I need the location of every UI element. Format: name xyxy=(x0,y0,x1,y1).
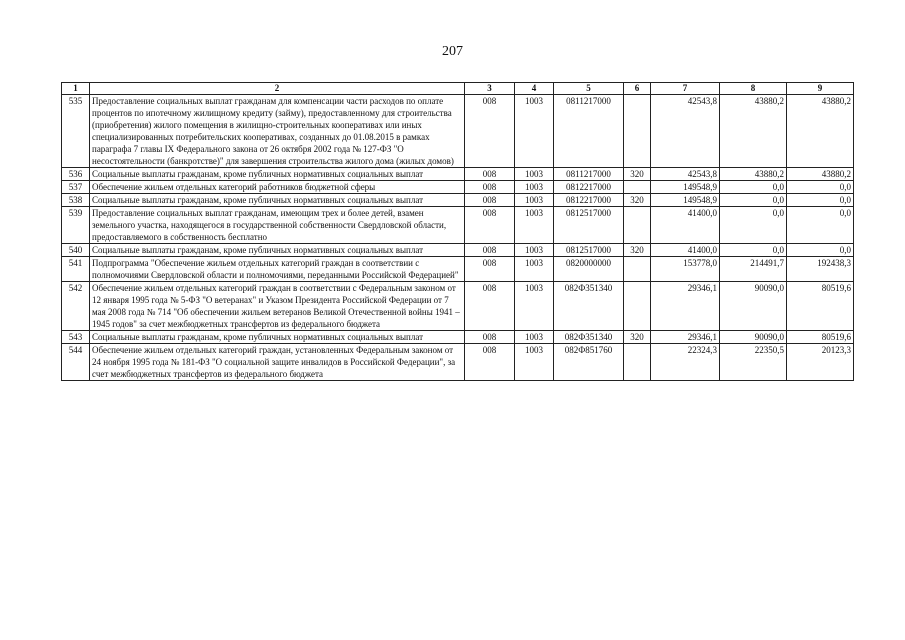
row-name: Обеспечение жильем отдельных категорий работников бюджетной сферы xyxy=(90,181,465,194)
amount-col8: 0,0 xyxy=(720,194,787,207)
expense-type-code xyxy=(624,181,651,194)
amount-col7: 42543,8 xyxy=(651,168,720,181)
target-article-code: 082Ф351340 xyxy=(554,282,624,331)
col-header-1: 1 xyxy=(62,83,90,95)
amount-col8: 0,0 xyxy=(720,207,787,244)
ministry-code: 008 xyxy=(465,282,515,331)
row-name: Социальные выплаты гражданам, кроме публичных нормативных социальных выплат xyxy=(90,331,465,344)
row-name: Предоставление социальных выплат гражданам, имеющим трех и более детей, взамен земельного участка, находящегося в государственной собственности Свердловской области, предоставляемого в собственность бесплатно xyxy=(90,207,465,244)
row-number: 537 xyxy=(62,181,90,194)
col-header-6: 6 xyxy=(624,83,651,95)
target-article-code: 0820000000 xyxy=(554,257,624,282)
table-row xyxy=(62,207,854,244)
amount-col8: 43880,2 xyxy=(720,95,787,168)
expense-type-code xyxy=(624,257,651,282)
col-header-4: 4 xyxy=(515,83,554,95)
row-number: 542 xyxy=(62,282,90,331)
section-code: 1003 xyxy=(515,331,554,344)
row-number: 543 xyxy=(62,331,90,344)
expense-type-code xyxy=(624,207,651,244)
table-row xyxy=(62,257,854,282)
table-row xyxy=(62,331,854,344)
table-row xyxy=(62,344,854,381)
section-code: 1003 xyxy=(515,257,554,282)
row-name: Подпрограмма "Обеспечение жильем отдельных категорий граждан в соответствии с полномочиями Свердловской области и полномочиями, переданными Российской Федерацией" xyxy=(90,257,465,282)
ministry-code: 008 xyxy=(465,181,515,194)
ministry-code: 008 xyxy=(465,168,515,181)
col-header-2: 2 xyxy=(90,83,465,95)
section-code: 1003 xyxy=(515,282,554,331)
section-code: 1003 xyxy=(515,181,554,194)
expense-type-code xyxy=(624,95,651,168)
amount-col7: 153778,0 xyxy=(651,257,720,282)
expense-type-code xyxy=(624,282,651,331)
row-number: 535 xyxy=(62,95,90,168)
row-name: Предоставление социальных выплат гражданам для компенсации части расходов по оплате процентов по ипотечному жилищному кредиту (займу), предоставленному для строительства (приобретения) жилого помещения в жилищно-строительных кооперативах или иных специализированных потребительских кооперативах, созданных до 01.08.2015 в рамках параграфа 7 главы IX Федерального закона от 26 октября 2002 года № 127-ФЗ "О несостоятельности (банкротстве)" для завершения строительства жилого дома (жилых домов) xyxy=(90,95,465,168)
amount-col8: 0,0 xyxy=(720,181,787,194)
row-number: 539 xyxy=(62,207,90,244)
target-article-code: 0812217000 xyxy=(554,181,624,194)
target-article-code: 0811217000 xyxy=(554,168,624,181)
expense-type-code: 320 xyxy=(624,168,651,181)
amount-col9: 43880,2 xyxy=(787,95,854,168)
row-number: 536 xyxy=(62,168,90,181)
ministry-code: 008 xyxy=(465,244,515,257)
amount-col7: 149548,9 xyxy=(651,181,720,194)
amount-col9: 0,0 xyxy=(787,181,854,194)
amount-col9: 20123,3 xyxy=(787,344,854,381)
row-number: 540 xyxy=(62,244,90,257)
row-number: 538 xyxy=(62,194,90,207)
table-row xyxy=(62,181,854,194)
amount-col9: 0,0 xyxy=(787,207,854,244)
target-article-code: 0812517000 xyxy=(554,207,624,244)
ministry-code: 008 xyxy=(465,257,515,282)
amount-col9: 192438,3 xyxy=(787,257,854,282)
expense-type-code xyxy=(624,344,651,381)
expense-type-code: 320 xyxy=(624,331,651,344)
ministry-code: 008 xyxy=(465,344,515,381)
expense-type-code: 320 xyxy=(624,194,651,207)
target-article-code: 0811217000 xyxy=(554,95,624,168)
row-number: 544 xyxy=(62,344,90,381)
section-code: 1003 xyxy=(515,194,554,207)
section-code: 1003 xyxy=(515,207,554,244)
amount-col9: 0,0 xyxy=(787,244,854,257)
table-row xyxy=(62,95,854,168)
amount-col7: 41400,0 xyxy=(651,207,720,244)
target-article-code: 0812217000 xyxy=(554,194,624,207)
row-name: Обеспечение жильем отдельных категорий граждан в соответствии с Федеральным законом от 12 января 1995 года № 5-ФЗ "О ветеранах" и Указом Президента Российской Федерации от 7 мая 2008 года № 714 "Об обеспечении жильем ветеранов Великой Отечественной войны 1941 – 1945 годов" за счет межбюджетных трансфертов из федерального бюджета xyxy=(90,282,465,331)
amount-col8: 214491,7 xyxy=(720,257,787,282)
amount-col8: 90090,0 xyxy=(720,331,787,344)
target-article-code: 0812517000 xyxy=(554,244,624,257)
amount-col8: 43880,2 xyxy=(720,168,787,181)
table-row xyxy=(62,168,854,181)
amount-col9: 80519,6 xyxy=(787,331,854,344)
col-header-3: 3 xyxy=(465,83,515,95)
budget-table xyxy=(61,82,854,381)
ministry-code: 008 xyxy=(465,194,515,207)
ministry-code: 008 xyxy=(465,95,515,168)
table-row xyxy=(62,282,854,331)
target-article-code: 082Ф851760 xyxy=(554,344,624,381)
amount-col7: 41400,0 xyxy=(651,244,720,257)
table-row xyxy=(62,194,854,207)
target-article-code: 082Ф351340 xyxy=(554,331,624,344)
amount-col7: 42543,8 xyxy=(651,95,720,168)
amount-col7: 29346,1 xyxy=(651,282,720,331)
col-header-8: 8 xyxy=(720,83,787,95)
row-name: Социальные выплаты гражданам, кроме публичных нормативных социальных выплат xyxy=(90,168,465,181)
row-name: Обеспечение жильем отдельных категорий граждан, установленных Федеральным законом от 24 ноября 1995 года № 181-ФЗ "О социальной защите инвалидов в Российской Федерации", за счет межбюджетных трансфертов из федерального бюджета xyxy=(90,344,465,381)
amount-col9: 80519,6 xyxy=(787,282,854,331)
col-header-9: 9 xyxy=(787,83,854,95)
ministry-code: 008 xyxy=(465,331,515,344)
col-header-5: 5 xyxy=(554,83,624,95)
section-code: 1003 xyxy=(515,95,554,168)
amount-col7: 22324,3 xyxy=(651,344,720,381)
amount-col8: 0,0 xyxy=(720,244,787,257)
amount-col8: 22350,5 xyxy=(720,344,787,381)
header-row xyxy=(62,83,854,95)
amount-col7: 149548,9 xyxy=(651,194,720,207)
amount-col8: 90090,0 xyxy=(720,282,787,331)
page-number: 207 xyxy=(442,44,463,59)
section-code: 1003 xyxy=(515,344,554,381)
table-row xyxy=(62,244,854,257)
section-code: 1003 xyxy=(515,168,554,181)
amount-col7: 29346,1 xyxy=(651,331,720,344)
col-header-7: 7 xyxy=(651,83,720,95)
row-name: Социальные выплаты гражданам, кроме публичных нормативных социальных выплат xyxy=(90,244,465,257)
amount-col9: 43880,2 xyxy=(787,168,854,181)
row-number: 541 xyxy=(62,257,90,282)
expense-type-code: 320 xyxy=(624,244,651,257)
section-code: 1003 xyxy=(515,244,554,257)
ministry-code: 008 xyxy=(465,207,515,244)
row-name: Социальные выплаты гражданам, кроме публичных нормативных социальных выплат xyxy=(90,194,465,207)
amount-col9: 0,0 xyxy=(787,194,854,207)
